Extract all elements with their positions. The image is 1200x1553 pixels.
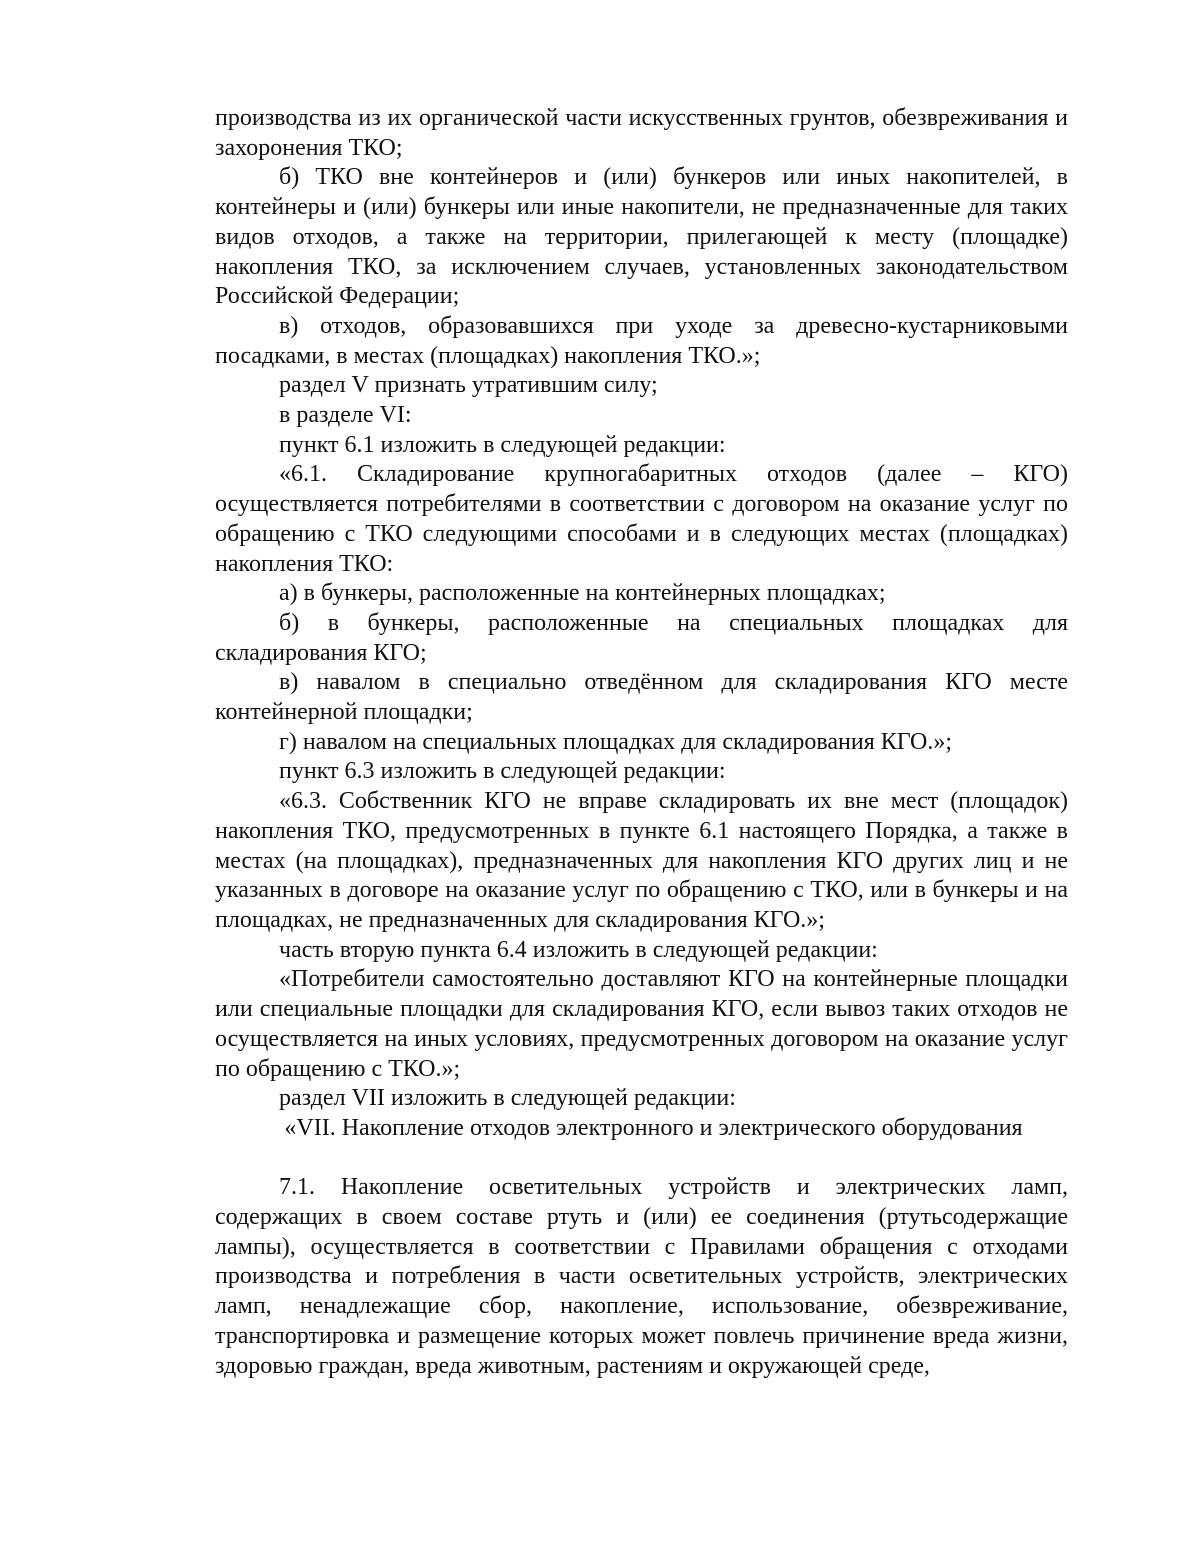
paragraph-point-6-4-intro: часть вторую пункта 6.4 изложить в следующей редакции: bbox=[279, 936, 878, 963]
paragraph-item-b: б) ТКО вне контейнеров и (или) бункеров или иных накопителей, в контейнеры и (или) бункеры или иные накопители, не предназначенные для таких видов отходов, а также на территории, прилегающей к месту (площадке) накопления ТКО, за исключением случаев, установленных законодательством Российской Федерации; bbox=[215, 164, 1068, 310]
paragraph-continuation: производства из их органической части искусственных грунтов, обезвреживания и захоронения ТКО; bbox=[215, 105, 1068, 161]
paragraph-section-vi: в разделе VI: bbox=[279, 402, 412, 429]
paragraph-section-vii-intro: раздел VII изложить в следующей редакции: bbox=[279, 1085, 736, 1112]
section-heading: «VII. Накопление отходов электронного и электрического оборудования bbox=[284, 1114, 1023, 1141]
paragraph-point-6-3-intro: пункт 6.3 изложить в следующей редакции: bbox=[279, 758, 726, 785]
paragraph-6-1-v: в) навалом в специально отведённом для складирования КГО месте контейнерной площадки; bbox=[215, 669, 1068, 726]
paragraph-7-1: 7.1. Накопление осветительных устройств и электрических ламп, содержащих в своем составе ртуть и (или) ее соединения (ртутьсодержащие лампы), осуществляется в соответствии с Правилами обращения с отходами производства и потребления в части осветительных устройств, электрических ламп, ненадлежащие сбор, накопление, использование, обезвреживание, транспортировка и размещение которых может повлечь причинение вреда жизни, здоровью граждан, вреда животным, растениям и окружающей среде, bbox=[215, 1174, 1068, 1379]
paragraph-6-1-b: б) в бункеры, расположенные на специальных площадках для складирования КГО; bbox=[215, 609, 1068, 666]
paragraph-item-v: в) отходов, образовавшихся при уходе за древесно-кустарниковыми посадками, в местах (площадках) накопления ТКО.»; bbox=[215, 312, 1068, 369]
paragraph-6-1-g: г) навалом на специальных площадках для складирования КГО.»; bbox=[279, 728, 953, 755]
document-body bbox=[215, 104, 1068, 1381]
paragraph-point-6-1: «6.1. Складирование крупногабаритных отходов (далее – КГО) осуществляется потребителями в соответствии с договором на оказание услуг по обращению с ТКО следующими способами и в следующих местах (площадках) накопления ТКО: bbox=[215, 461, 1068, 577]
paragraph-point-6-1-intro: пункт 6.1 изложить в следующей редакции: bbox=[279, 431, 726, 458]
paragraph-section-v: раздел V признать утратившим силу; bbox=[279, 372, 658, 399]
paragraph-point-6-3: «6.3. Собственник КГО не вправе складировать их вне мест (площадок) накопления ТКО, предусмотренных в пункте 6.1 настоящего Порядка, а также в местах (на площадках), предназначенных для накопления КГО других лиц и не указанных в договоре на оказание услуг по обращению с ТКО, или в бункеры и на площадках, не предназначенных для складирования КГО.»; bbox=[215, 788, 1068, 933]
paragraph-6-1-a: а) в бункеры, расположенные на контейнерных площадках; bbox=[279, 580, 886, 607]
paragraph-point-6-4: «Потребители самостоятельно доставляют КГО на контейнерные площадки или специальные площадки для складирования КГО, если вывоз таких отходов не осуществляется на иных условиях, предусмотренных договором на оказание услуг по обращению с ТКО.»; bbox=[215, 966, 1068, 1082]
